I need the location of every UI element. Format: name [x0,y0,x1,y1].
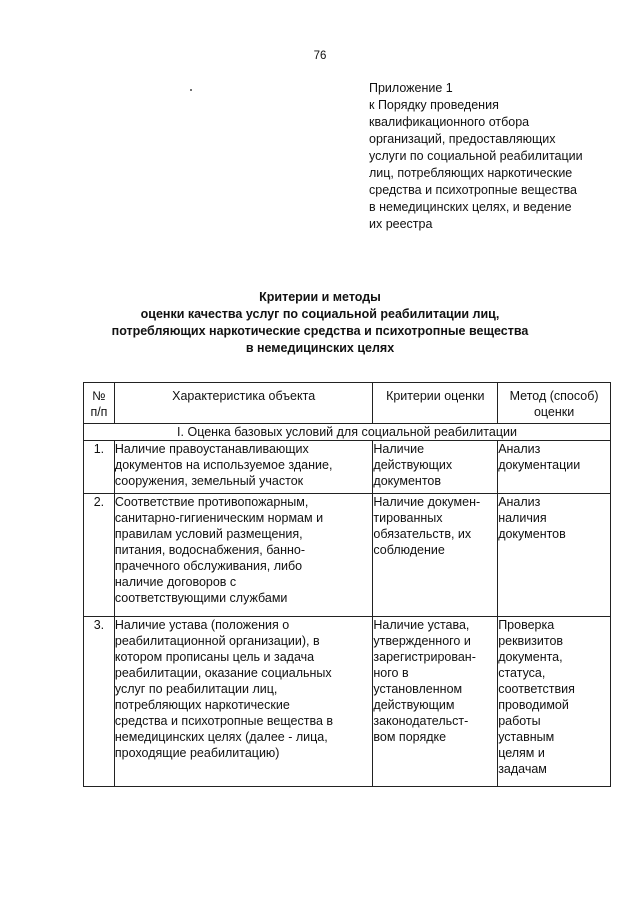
title-line: оценки качества услуг по социальной реабилитации лиц, [140,307,500,321]
row-num: 3. [84,617,115,787]
row-criteria: Наличие докумен- тированных обязательств, их соблюдение [373,494,498,617]
header-criteria: Критерии оценки [373,383,498,424]
appendix-line: в немедицинских целях, и ведение [369,200,572,214]
table-header-row [84,383,611,424]
table-row [84,441,611,494]
appendix-line: услуги по социальной реабилитации [369,149,583,163]
title-line: потребляющих наркотические средства и психотропные вещества [111,324,529,338]
row-criteria: Наличие действующих документов [373,441,498,494]
row-method: Анализ наличия документов [498,494,611,617]
appendix-line: Приложение 1 [369,81,453,95]
table-row [84,617,611,787]
appendix-line: их реестра [369,217,433,231]
row-characteristic: Наличие правоустанавливающих документов на используемое здание, сооружения, земельный участок [114,441,373,494]
section-row [84,424,611,441]
title-line: в немедицинских целях [245,341,395,355]
appendix-line: лиц, потребляющих наркотические [369,166,573,180]
title-line: Критерии и методы [259,290,381,304]
section-title: I. Оценка базовых условий для социальной реабилитации [84,424,611,441]
row-method: Анализ документации [498,441,611,494]
row-characteristic: Соответствие противопожарным, санитарно-гигиеническим нормам и правилам условий размещения, питания, водоснабжения, банно- прачечного обслуживания, либо наличие договоров с соответствующими службами [114,494,373,617]
header-characteristic: Характеристика объекта [114,383,373,424]
header-num: № п/п [84,383,115,424]
appendix-line: квалификационного отбора [369,115,530,129]
row-method: Проверка реквизитов документа, статуса, соответствия проводимой работы уставным целям и задачам [498,617,611,787]
header-method: Метод (способ) оценки [498,383,611,424]
criteria-table [83,382,611,787]
table-row [84,494,611,617]
appendix-line: средства и психотропные вещества [369,183,578,197]
row-num: 1. [84,441,115,494]
row-num: 2. [84,494,115,617]
scan-speck [190,89,192,91]
appendix-line: к Порядку проведения [369,98,499,112]
row-characteristic: Наличие устава (положения о реабилитационной организации), в котором прописаны цель и задача реабилитации, оказание социальных услуг по реабилитации лиц, потребляющих наркотические средства и психотропные вещества в немедицинских целях (далее - лица, проходящие реабилитацию) [114,617,373,787]
row-criteria: Наличие устава, утвержденного и зарегистрирован- ного в установленном действующим законодательст- вом порядке [373,617,498,787]
document-title [0,289,640,357]
page-number: 76 [313,50,327,62]
appendix-line: организаций, предоставляющих [369,132,556,146]
appendix-header [369,80,583,233]
